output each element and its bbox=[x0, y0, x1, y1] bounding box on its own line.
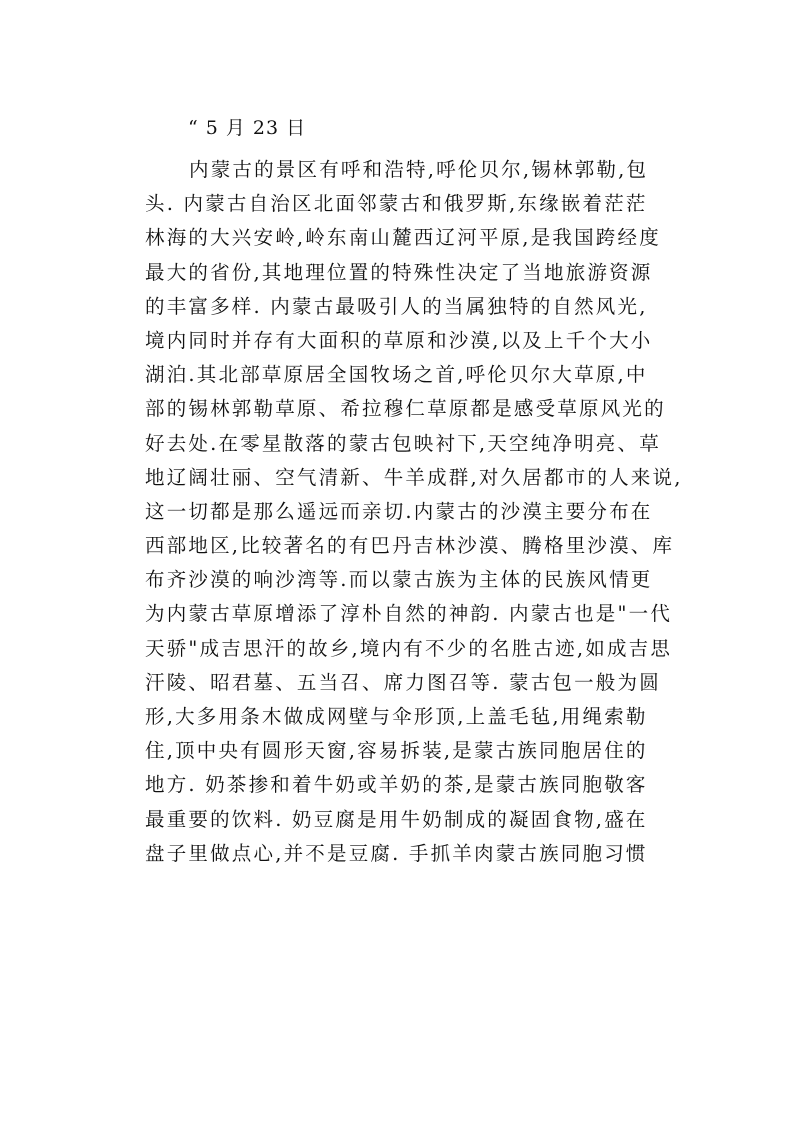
text-line: 境内同时并存有大面积的草原和沙漠,以及上千个大小 bbox=[145, 328, 653, 352]
date-heading: “ 5 月 23 日 bbox=[188, 117, 307, 139]
body-paragraph bbox=[145, 153, 683, 871]
text-line: 住,顶中央有圆形天窗,容易拆装,是蒙古族同胞居住的 bbox=[145, 739, 648, 763]
text-line: 布齐沙漠的响沙湾等.而以蒙古族为主体的民族风情更 bbox=[145, 568, 653, 592]
text-line: 这一切都是那么遥远而亲切.内蒙古的沙漠主要分布在 bbox=[145, 499, 653, 523]
text-line: 内蒙古的景区有呼和浩特,呼伦贝尔,锡林郭勒,包 bbox=[189, 158, 649, 181]
text-line: 为内蒙古草原增添了淳朴自然的神韵. 内蒙古也是"一代 bbox=[145, 602, 673, 626]
text-line: 好去处.在零星散落的蒙古包映衬下,天空纯净明亮、草 bbox=[145, 431, 661, 455]
text-line: 西部地区,比较著名的有巴丹吉林沙漠、腾格里沙漠、库 bbox=[145, 534, 675, 558]
text-line: 湖泊.其北部草原居全国牧场之首,呼伦贝尔大草原,中 bbox=[145, 363, 648, 387]
text-line: 地方. 奶茶掺和着牛奶或羊奶的茶,是蒙古族同胞敬客 bbox=[145, 773, 648, 797]
text-line: 天骄"成吉思汗的故乡,境内有不少的名胜古迹,如成吉思 bbox=[145, 636, 673, 660]
text-line: 的丰富多样. 内蒙古最吸引人的当属独特的自然风光, bbox=[145, 294, 648, 318]
text-line: 形,大多用条木做成网壁与伞形顶,上盖毛毡,用绳索勒 bbox=[145, 705, 648, 728]
text-line: 盘子里做点心,并不是豆腐. 手抓羊肉蒙古族同胞习惯 bbox=[145, 841, 648, 865]
text-line: 林海的大兴安岭,岭东南山麓西辽河平原,是我国跨经度 bbox=[145, 226, 661, 250]
text-line: 最重要的饮料. 奶豆腐是用牛奶制成的凝固食物,盛在 bbox=[145, 807, 648, 831]
text-line: 汗陵、昭君墓、五当召、席力图召等. 蒙古包一般为圆 bbox=[145, 670, 661, 694]
text-line: 地辽阔壮丽、空气清新、牛羊成群,对久居都市的人来说, bbox=[145, 465, 683, 489]
text-line: 最大的省份,其地理位置的特殊性决定了当地旅游资源 bbox=[145, 260, 653, 284]
text-line: 头. 内蒙古自治区北面邻蒙古和俄罗斯,东缘嵌着茫茫 bbox=[145, 192, 648, 216]
text-line: 部的锡林郭勒草原、希拉穆仁草原都是感受草原风光的 bbox=[145, 397, 666, 421]
